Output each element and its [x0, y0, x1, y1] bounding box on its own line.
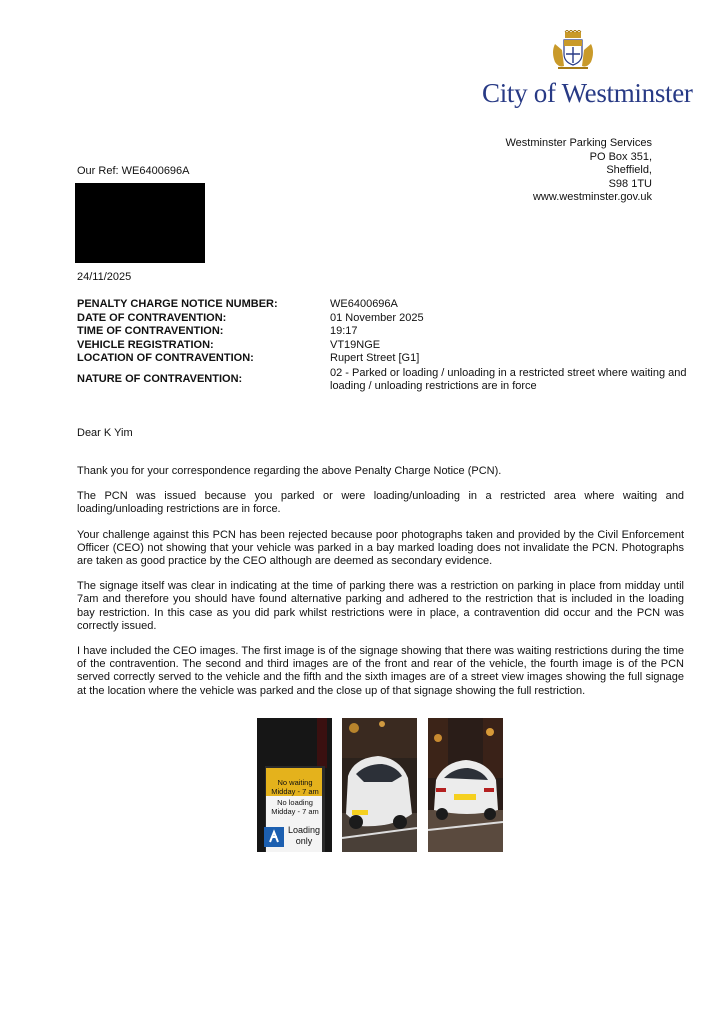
detail-label: VEHICLE REGISTRATION:: [77, 338, 214, 351]
detail-row: [77, 298, 687, 312]
sender-line: S98 1TU: [608, 177, 652, 190]
detail-value: 02 - Parked or loading / unloading in a restricted street where waiting and loading / unloading restrictions are in force: [330, 366, 687, 392]
detail-value: Rupert Street [G1]: [330, 352, 420, 364]
detail-value: VT19NGE: [330, 338, 381, 351]
vehicle-front-photo: [342, 718, 417, 852]
detail-row: [77, 352, 687, 366]
logo-text: City of Westminster: [482, 78, 693, 108]
letter-date: 24/11/2025: [77, 271, 132, 283]
detail-label: DATE OF CONTRAVENTION:: [77, 311, 227, 324]
detail-row: [77, 339, 687, 353]
sign-text: Midday - 7 am: [271, 807, 319, 816]
city-of-westminster-logo: [478, 28, 693, 114]
detail-value: 19:17: [330, 325, 358, 337]
westminster-crest-icon: [550, 30, 596, 72]
redacted-recipient-address: [75, 183, 205, 263]
our-reference: Our Ref: WE6400696A: [77, 165, 190, 177]
sign-text: No loading: [277, 798, 313, 807]
detail-row: [77, 312, 687, 326]
body-paragraph: I have included the CEO images. The first image is of the signage showing that there was waiting restrictions during the time of the contravention. The second and third images are of the front and rear of the vehicle, the fourth image is of the PCN served correctly served to the vehicle and the fifth and the sixth images are of a street view images showing the full signage at the location where the vehicle was parked and the close up of that signage showing the full restriction.: [77, 645, 684, 697]
detail-label: TIME OF CONTRAVENTION:: [77, 325, 224, 337]
signage-photo: [257, 718, 332, 852]
sign-text: Loading: [287, 825, 321, 835]
detail-label: NATURE OF CONTRAVENTION:: [77, 372, 243, 385]
sign-text: No waiting: [277, 778, 313, 787]
body-paragraph: Thank you for your correspondence regarding the above Penalty Charge Notice (PCN).: [77, 465, 502, 477]
vehicle-rear-photo: [428, 718, 503, 852]
detail-value: WE6400696A: [330, 298, 398, 310]
body-paragraph: Your challenge against this PCN has been rejected because poor photographs taken and provided by the Civil Enforcement Officer (CEO) not showing that your vehicle was parked in a bay marked loading does not invalidate the PCN. Photographs are taken as good practice by the CEO although are deemed as secondary evidence.: [77, 528, 684, 568]
body-paragraph: The signage itself was clear in indicating at the time of parking there was a restriction on parking in place from midday until 7am and therefore you should have found alternative parking and adhered to the restriction that is included in the loading bay restriction. In this case as you did park whilst restrictions were in place, a contravention did occur and the PCN was correctly issued.: [77, 580, 684, 632]
detail-label: PENALTY CHARGE NOTICE NUMBER:: [77, 298, 278, 310]
salutation: Dear K Yim: [77, 427, 133, 439]
sign-text: Midday - 7 am: [271, 787, 319, 796]
body-paragraph: The PCN was issued because you parked or were loading/unloading in a restricted area where waiting and loading/unloading restrictions are in force.: [77, 490, 684, 516]
detail-label: LOCATION OF CONTRAVENTION:: [77, 352, 254, 364]
sender-address: [505, 137, 652, 205]
sender-website: www.westminster.gov.uk: [532, 191, 652, 203]
sender-line: PO Box 351,: [589, 150, 652, 163]
detail-row: [77, 325, 687, 339]
sign-text: only: [295, 836, 313, 846]
letter-body: [77, 465, 684, 710]
detail-value: 01 November 2025: [330, 311, 424, 324]
ceo-photos: [0, 718, 724, 852]
detail-row: [77, 367, 687, 394]
pcn-details: [77, 298, 687, 394]
sender-line: Westminster Parking Services: [505, 137, 652, 149]
sender-line: Sheffield,: [606, 164, 652, 176]
